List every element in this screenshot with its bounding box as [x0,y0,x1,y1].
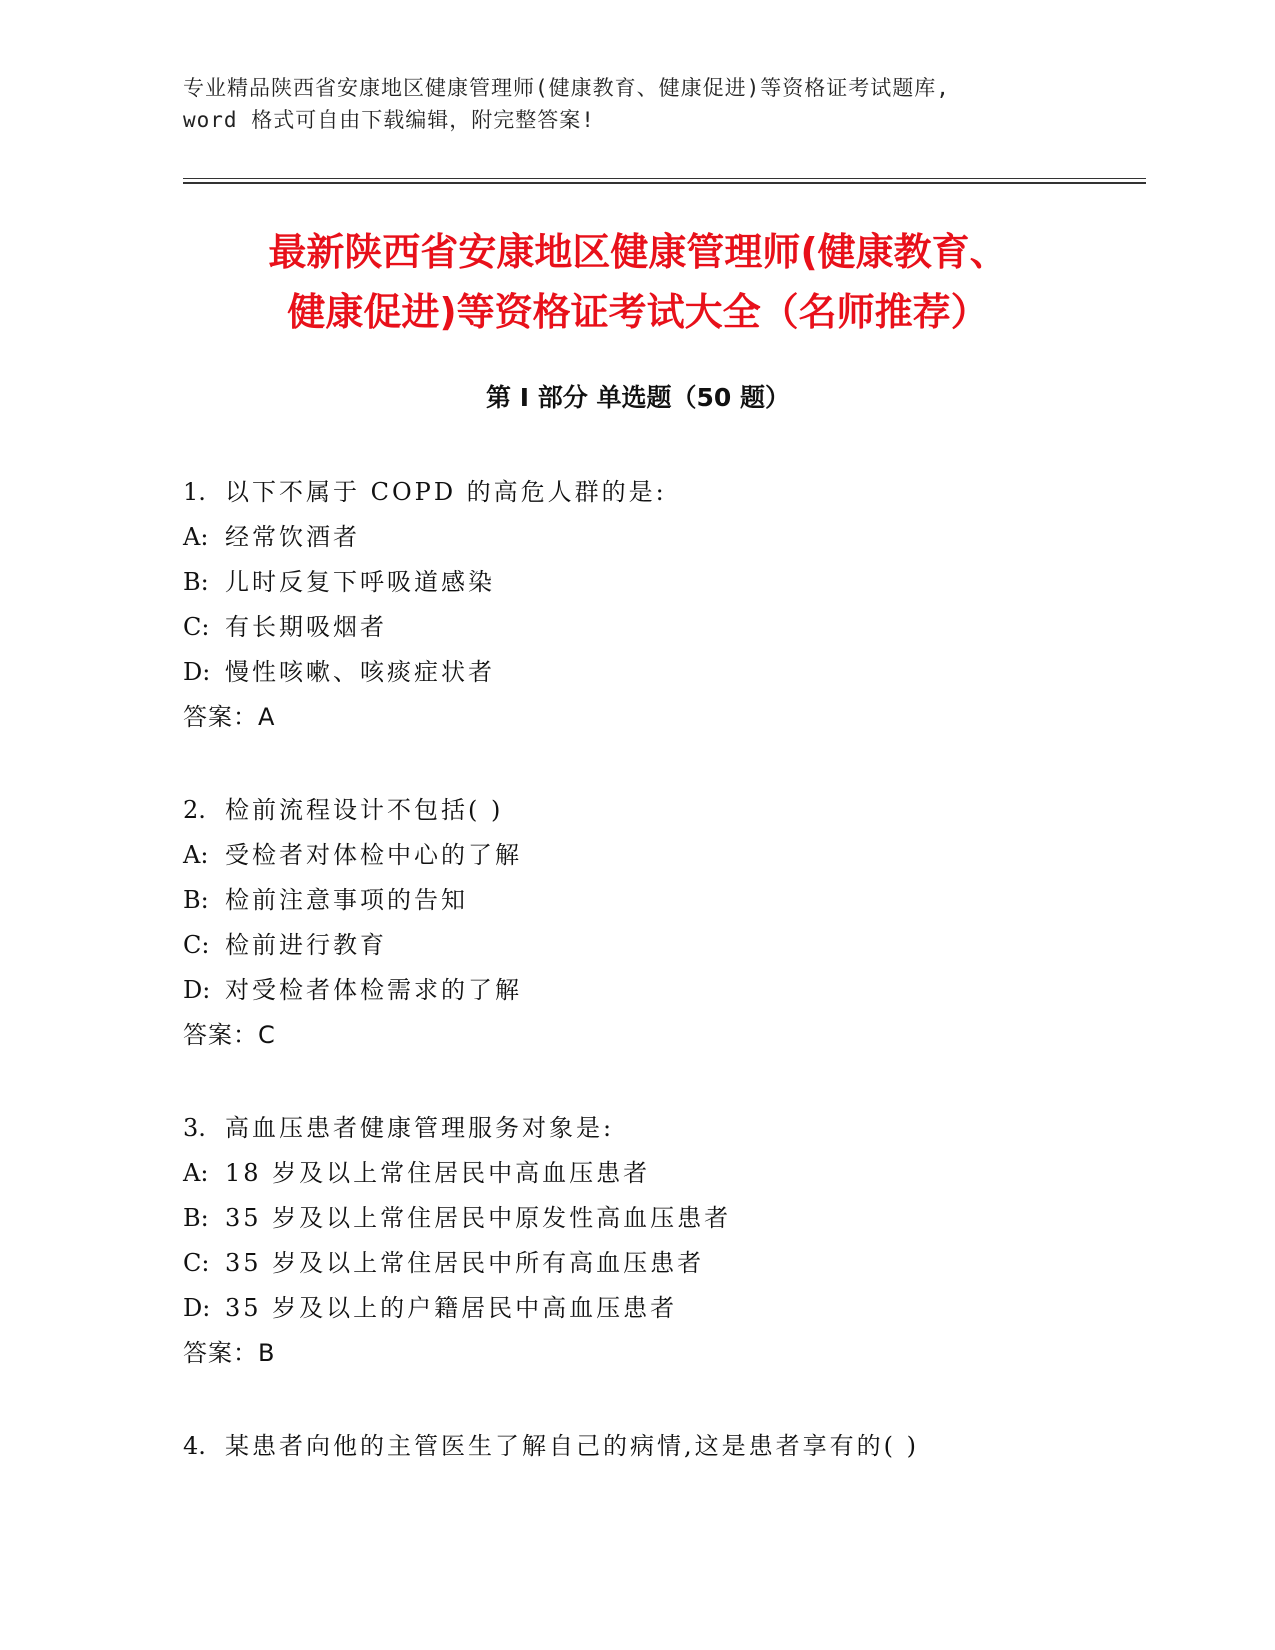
option-text: 18 岁及以上常住居民中高血压患者 [225,1159,651,1187]
question-number: 1. [183,478,206,506]
option-c [183,605,1143,650]
question-number: 3. [183,1114,206,1142]
option-letter: D: [183,658,211,686]
question-number: 2. [183,796,206,824]
option-b [183,560,1143,605]
option-b [183,878,1143,923]
option-letter: B: [183,568,209,596]
option-letter: A: [183,523,209,551]
option-text: 检前进行教育 [225,931,387,959]
option-letter: A: [183,841,209,869]
section-heading: 第 I 部分 单选题（50 题） [486,383,790,412]
question-stem [183,1424,1143,1469]
option-c [183,1241,1143,1286]
header-note-line1: 专业精品陕西省安康地区健康管理师(健康教育、健康促进)等资格证考试题库, [183,76,950,100]
option-text: 经常饮酒者 [225,523,360,551]
answer-label: 答案：A [183,703,276,731]
option-text: 受检者对体检中心的了解 [225,841,522,869]
document-title-line1: 最新陕西省安康地区健康管理师(健康教育、 [268,230,1008,274]
header-note [183,72,1083,136]
option-a [183,515,1143,560]
answer-label: 答案：B [183,1339,276,1367]
option-letter: A: [183,1159,209,1187]
question-stem [183,1106,1143,1151]
option-text: 检前注意事项的告知 [225,886,468,914]
answer-label: 答案：C [183,1021,276,1049]
question-item [183,1106,1143,1376]
option-text: 慢性咳嗽、咳痰症状者 [225,658,495,686]
option-letter: B: [183,886,209,914]
question-stem [183,470,1143,515]
question-number: 4. [183,1432,206,1460]
option-d [183,650,1143,695]
option-letter: D: [183,1294,211,1322]
option-text: 儿时反复下呼吸道感染 [225,568,495,596]
option-a [183,833,1143,878]
option-letter: C: [183,931,210,959]
option-letter: C: [183,613,210,641]
header-divider [183,178,1146,184]
option-letter: B: [183,1204,209,1232]
option-text: 有长期吸烟者 [225,613,387,641]
option-letter: D: [183,976,211,1004]
question-text: 某患者向他的主管医生了解自己的病情,这是患者享有的( ) [225,1432,919,1460]
option-c [183,923,1143,968]
question-text: 以下不属于 COPD 的高危人群的是: [225,478,667,506]
option-text: 35 岁及以上的户籍居民中高血压患者 [225,1294,678,1322]
option-text: 35 岁及以上常住居民中原发性高血压患者 [225,1204,732,1232]
option-text: 对受检者体检需求的了解 [225,976,522,1004]
question-item [183,470,1143,740]
option-b [183,1196,1143,1241]
question-item [183,788,1143,1058]
question-text: 检前流程设计不包括( ) [225,796,504,824]
question-list [183,470,1143,1517]
option-text: 35 岁及以上常住居民中所有高血压患者 [225,1249,705,1277]
question-text: 高血压患者健康管理服务对象是: [225,1114,615,1142]
question-stem [183,788,1143,833]
option-a [183,1151,1143,1196]
document-title-line2: 健康促进)等资格证考试大全（名师推荐） [287,290,989,334]
option-letter: C: [183,1249,210,1277]
option-d [183,1286,1143,1331]
question-item [183,1424,1143,1469]
option-d [183,968,1143,1013]
header-note-line2: word 格式可自由下载编辑，附完整答案! [183,108,595,132]
document-title [183,222,1093,342]
